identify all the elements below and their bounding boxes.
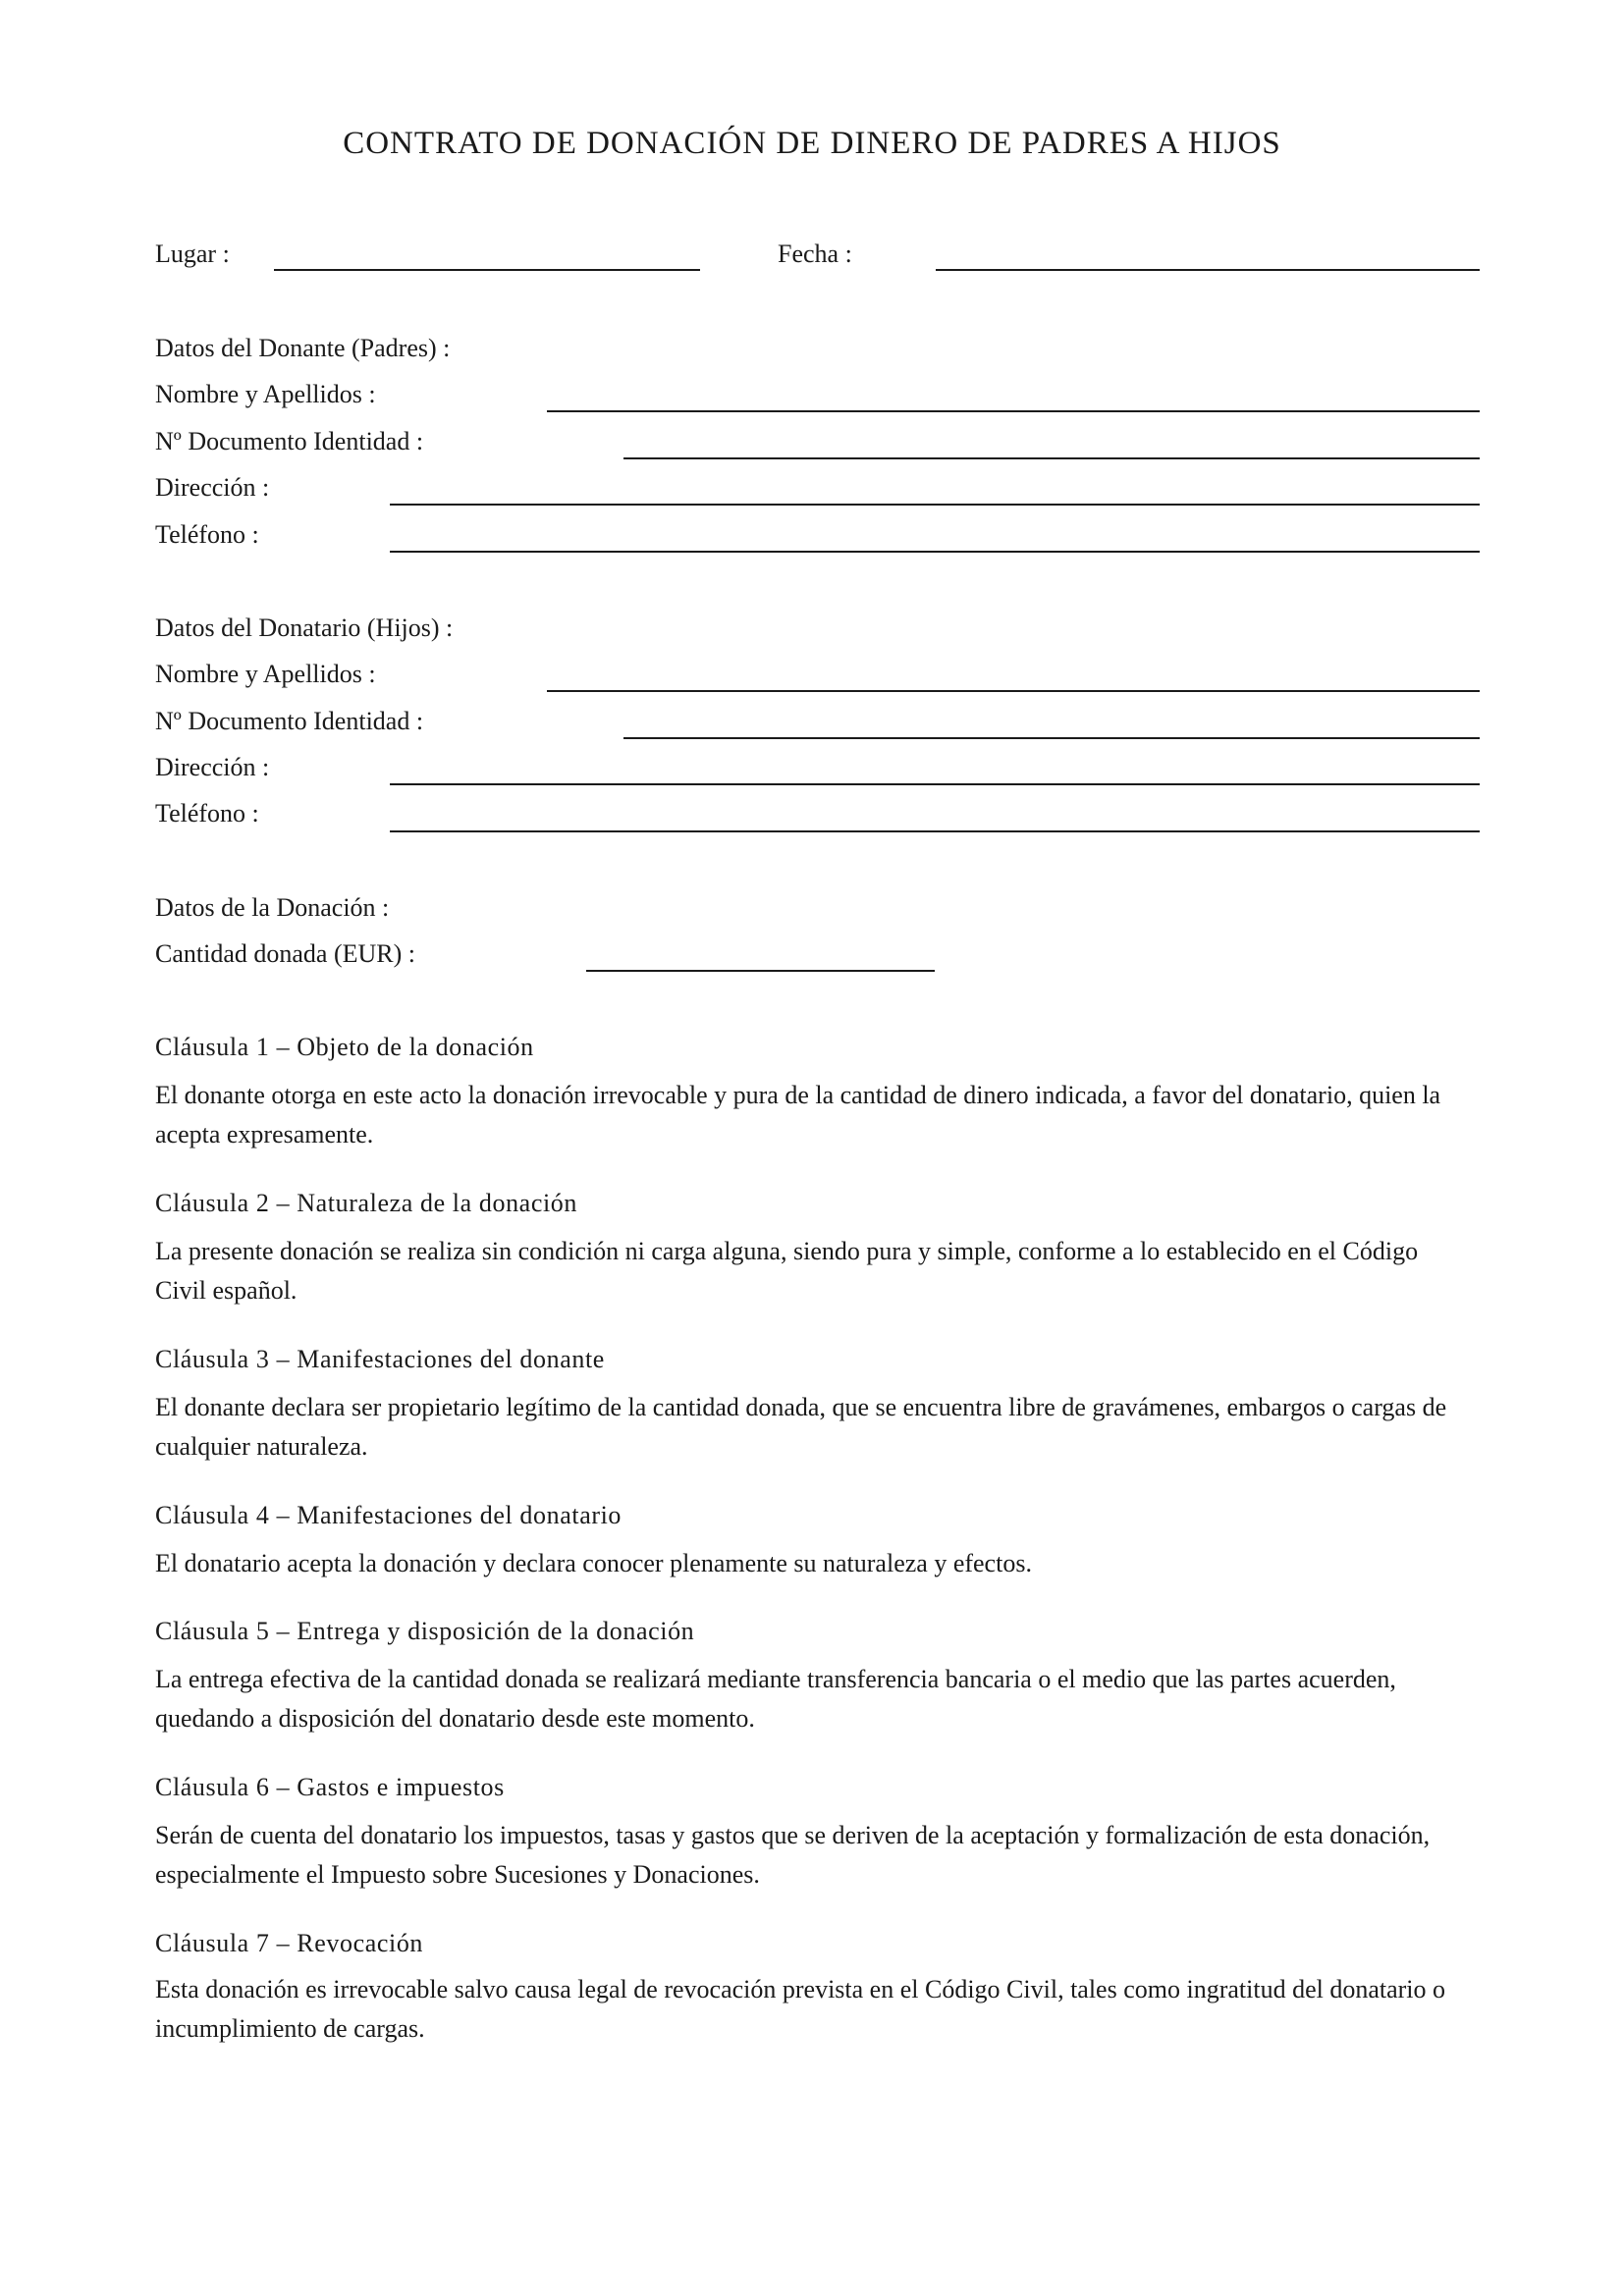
donee-id-field[interactable] [623,737,1480,739]
donee-phone-label: Teléfono : [155,799,259,828]
donor-phone-field[interactable] [390,551,1480,553]
donor-address-field[interactable] [390,504,1480,506]
donee-name-label: Nombre y Apellidos : [155,660,376,688]
donee-address-field[interactable] [390,783,1480,785]
donor-phone-label: Teléfono : [155,520,259,549]
date-field[interactable] [936,269,1480,271]
place-field[interactable] [274,269,700,271]
donee-name-field[interactable] [547,690,1480,692]
place-label: Lugar : [155,240,230,268]
clause-2-text: La presente donación se realiza sin condición ni carga alguna, siendo pura y simple, conforme a lo establecido en el Código Civil español. [155,1237,1419,1305]
clause-5-title: Cláusula 5 – Entrega y disposición de la donación [155,1617,695,1645]
clause-3-title: Cláusula 3 – Manifestaciones del donante [155,1345,605,1373]
clause-4-title: Cláusula 4 – Manifestaciones del donatario [155,1501,623,1529]
amount-label: Cantidad donada (EUR) : [155,939,415,968]
donee-phone-field[interactable] [390,830,1480,832]
clause-6-title: Cláusula 6 – Gastos e impuestos [155,1773,505,1801]
amount-field[interactable] [586,970,935,972]
clause-1-text: El donante otorga en este acto la donación irrevocable y pura de la cantidad de dinero indicada, a favor del donatario, quien la acepta expresamente. [155,1081,1441,1148]
donee-address-label: Dirección : [155,753,270,781]
donee-heading: Datos del Donatario (Hijos) : [155,614,454,642]
document-title: CONTRATO DE DONACIÓN DE DINERO DE PADRES A HIJOS [343,126,1281,161]
donor-id-label: Nº Documento Identidad : [155,427,424,455]
clause-7-text: Esta donación es irrevocable salvo causa legal de revocación prevista en el Código Civil, tales como ingratitud del donatario o incumplimiento de cargas. [155,1975,1446,2043]
donor-address-label: Dirección : [155,473,270,502]
date-label: Fecha : [778,240,852,268]
clause-3-text: El donante declara ser propietario legítimo de la cantidad donada, que se encuentra libre de gravámenes, embargos o cargas de cualquier naturaleza. [155,1393,1447,1461]
clause-2-title: Cláusula 2 – Naturaleza de la donación [155,1189,577,1217]
clause-1-title: Cláusula 1 – Objeto de la donación [155,1033,534,1061]
donation-heading: Datos de la Donación : [155,893,390,922]
donor-name-label: Nombre y Apellidos : [155,380,376,408]
donor-id-field[interactable] [623,457,1480,459]
donor-heading: Datos del Donante (Padres) : [155,334,451,362]
clause-7-title: Cláusula 7 – Revocación [155,1929,424,1957]
clause-4-text: El donatario acepta la donación y declara conocer plenamente su naturaleza y efectos. [155,1549,1032,1577]
clause-6-text: Serán de cuenta del donatario los impuestos, tasas y gastos que se deriven de la aceptación y formalización de esta donación, especialmente el Impuesto sobre Sucesiones y Donaciones. [155,1821,1431,1889]
clause-5-text: La entrega efectiva de la cantidad donada se realizará mediante transferencia bancaria o el medio que las partes acuerden, quedando a disposición del donatario desde este momento. [155,1665,1396,1733]
donor-name-field[interactable] [547,410,1480,412]
donee-id-label: Nº Documento Identidad : [155,707,424,735]
